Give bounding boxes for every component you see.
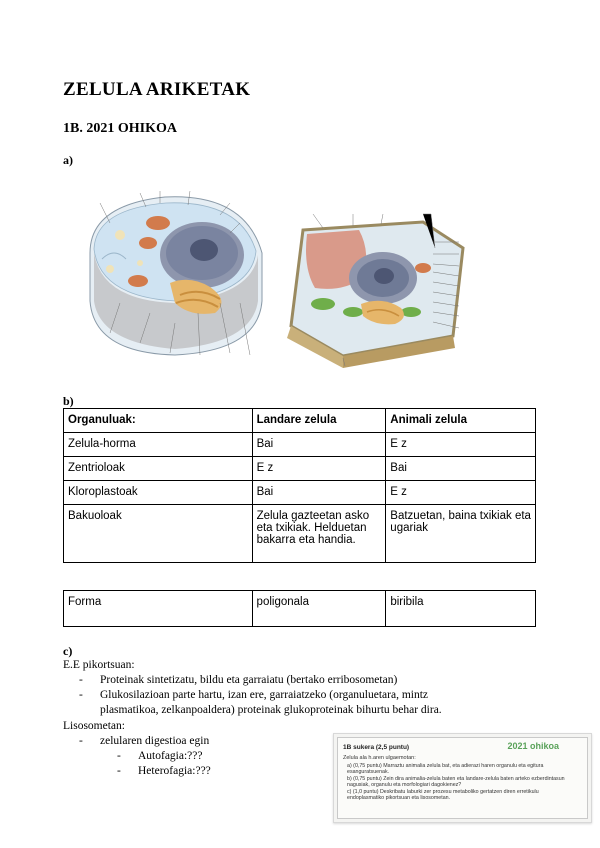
table-cell: Zelula gazteetan asko eta txikiak. Helduetan bakarra eta handia. bbox=[252, 505, 386, 563]
exam-header: 1B sukera (2,5 puntu) bbox=[343, 744, 410, 751]
section-b-label: b) bbox=[63, 394, 74, 408]
plant-cell-drawing bbox=[287, 214, 463, 368]
table-row bbox=[64, 591, 536, 627]
table-row bbox=[64, 433, 536, 457]
table-cell: Bai bbox=[252, 481, 386, 505]
exam-question-c: c) (1,0 puntu) Deskribatu laburki zer prozesu metaboliko gertatzen diren erretikulu endoplasmatiko pikortsuan eta lisosometan. bbox=[347, 788, 539, 802]
table-header-cell: Animali zelula bbox=[386, 409, 536, 433]
exam-question-list bbox=[347, 763, 575, 801]
exam-question-b: b) (0,75 puntu) Zein dira animalia-zelula baten eta landare-zelula baten arteko ezberdintasun nagusiak, organulu eta morfologiari dagokienez? bbox=[347, 775, 565, 789]
table-header-cell: Landare zelula bbox=[252, 409, 386, 433]
exam-question-a: a) (0,75 puntu) Marraztu animalia zelula bat, eta adierazi haren organulu eta egitura esanguratsuenak. bbox=[347, 763, 544, 776]
section-a-label: a) bbox=[63, 153, 73, 167]
animal-cell-drawing bbox=[90, 191, 262, 355]
exam-question-snippet bbox=[333, 733, 592, 823]
organelle-comparison-table bbox=[63, 408, 536, 563]
table-cell: Forma bbox=[64, 591, 253, 627]
table-cell: E z bbox=[386, 481, 536, 505]
page-title: ZELULA ARIKETAK bbox=[63, 79, 251, 100]
shape-comparison-table bbox=[63, 590, 536, 627]
table-row bbox=[64, 457, 536, 481]
section-c-label: c) bbox=[63, 644, 73, 658]
list-item: - Autofagia:??? bbox=[101, 749, 473, 764]
er-function-list bbox=[63, 673, 473, 718]
table-header-cell: Organuluak: bbox=[64, 409, 253, 433]
table-cell: Bai bbox=[252, 433, 386, 457]
list-item: - Proteinak sintetizatu, bildu eta garraiatu (bertako erribosometan) bbox=[63, 673, 473, 688]
table-cell: Kloroplastoak bbox=[64, 481, 253, 505]
plant-cell-diagram bbox=[283, 208, 493, 370]
table-cell: poligonala bbox=[252, 591, 386, 627]
er-heading: E.E pikortsuan: bbox=[63, 659, 135, 671]
table-cell: E z bbox=[386, 433, 536, 457]
table-cell: Bakuoloak bbox=[64, 505, 253, 563]
exam-intro: Zelula ala h.aren ulgaemotan: bbox=[343, 755, 416, 761]
exam-question-card bbox=[337, 737, 588, 819]
table-cell: E z bbox=[252, 457, 386, 481]
table-cell: Batzuetan, baina txikiak eta ugariak bbox=[386, 505, 536, 563]
table-cell: Zelula-horma bbox=[64, 433, 253, 457]
table-row bbox=[64, 481, 536, 505]
list-item: - Heterofagia:??? bbox=[101, 764, 473, 779]
lysosome-heading: Lisosometan: bbox=[63, 720, 125, 732]
list-item: - zelularen digestioa egin bbox=[63, 734, 473, 749]
table-header-row bbox=[64, 409, 536, 433]
exam-year-badge: 2021 ohikoa bbox=[507, 741, 559, 751]
table-row bbox=[64, 505, 536, 563]
list-item: - Glukosilazioan parte hartu, izan ere, garraiatzeko (organuluetara, mintz plasmatikoa, zelkanpoaldera) proteinak glukoproteinak bihurtu behar dira. bbox=[63, 688, 473, 718]
exercise-subtitle: 1B. 2021 OHIKOA bbox=[63, 121, 177, 136]
table-cell: biribila bbox=[386, 591, 536, 627]
table-cell: Bai bbox=[386, 457, 536, 481]
table-cell: Zentrioloak bbox=[64, 457, 253, 481]
animal-cell-diagram bbox=[80, 183, 270, 368]
